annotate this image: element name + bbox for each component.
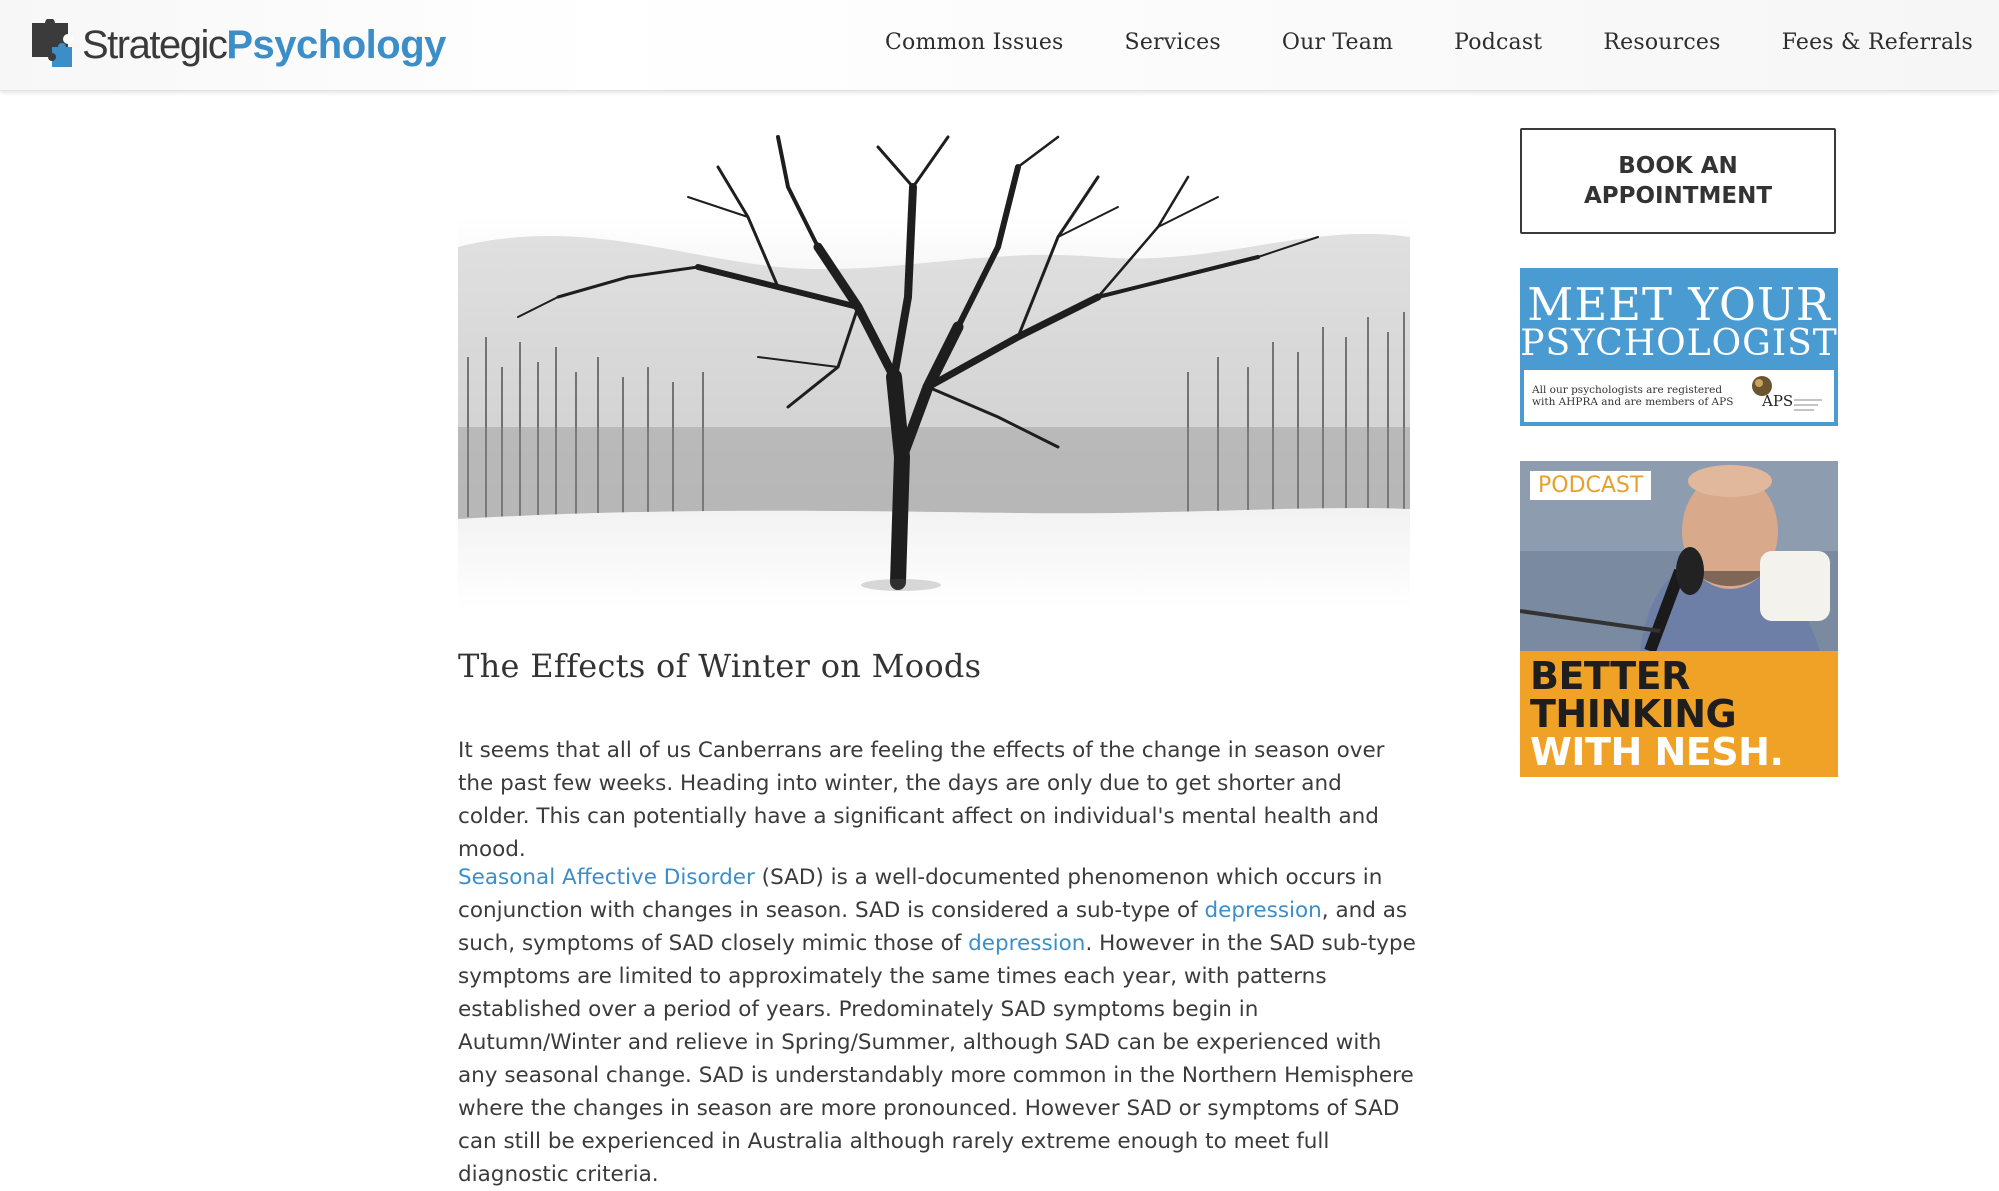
book-button-line-1: BOOK AN	[1618, 153, 1738, 179]
meet-banner-note	[1532, 384, 1752, 408]
article-paragraph-1: It seems that all of us Canberrans are feeling the effects of the change in season over the past few weeks. Heading into winter, the days are only due to get shorter and colder. This can potentially have a significant affect on individual's mental health and mood.	[458, 738, 1385, 862]
meet-note-line-1: All our psychologists are registered	[1532, 384, 1723, 396]
nav-common-issues[interactable]: Common Issues	[884, 30, 1064, 55]
logo-text-psychology: Psychology	[226, 22, 446, 67]
logo-text-strategic: Strategic	[82, 22, 227, 67]
article-title: The Effects of Winter on Moods	[458, 647, 982, 685]
podcast-title-line-3: WITH NESH.	[1530, 730, 1784, 774]
link-depression-1[interactable]: depression	[1204, 898, 1322, 923]
meet-banner-line-2: PSYCHOLOGIST	[1520, 323, 1838, 364]
nav-services[interactable]: Services	[1124, 30, 1221, 55]
nav-resources[interactable]: Resources	[1603, 30, 1721, 55]
podcast-tag-label: PODCAST	[1530, 471, 1651, 500]
aps-label: APS	[1762, 392, 1794, 410]
puzzle-logo-icon	[30, 19, 78, 71]
winter-tree-illustration	[458, 127, 1410, 609]
podcast-banner[interactable]	[1520, 461, 1838, 777]
main-nav	[824, 30, 1973, 55]
podcast-title-line-1: BETTER	[1530, 654, 1690, 698]
site-header	[0, 0, 1999, 91]
nav-fees-referrals[interactable]: Fees & Referrals	[1781, 30, 1973, 55]
article-paragraph-2	[458, 861, 1418, 1191]
podcast-title	[1530, 654, 1784, 774]
nav-our-team[interactable]: Our Team	[1281, 30, 1394, 55]
meet-note-line-2: with AHPRA and are members of APS	[1532, 396, 1734, 408]
paragraph-2-text-b: , and as such, symptoms of SAD closely mimic those of	[458, 898, 1408, 956]
nav-podcast[interactable]: Podcast	[1454, 30, 1543, 55]
paragraph-2-text-c: . However in the SAD sub-type symptoms are limited to approximately the same times each year, with patterns established over a period of years. Predominately SAD symptoms begin in Autumn/Winter and relieve in Spring/Summer, although SAD can be experienced with any seasonal change. SAD is understandably more common in the Northern Hemisphere where the changes in season are more pronounced. However SAD or symptoms of SAD can still be experienced in Australia although rarely extreme enough to meet full diagnostic criteria.	[458, 931, 1416, 1187]
link-depression-2[interactable]: depression	[968, 931, 1086, 956]
meet-banner-note-strip	[1524, 370, 1834, 422]
podcast-title-line-2: THINKING	[1530, 692, 1737, 736]
link-seasonal-affective-disorder[interactable]: Seasonal Affective Disorder	[458, 865, 755, 890]
aps-logo	[1748, 374, 1824, 418]
book-appointment-button[interactable]	[1520, 128, 1836, 234]
book-button-line-2: APPOINTMENT	[1583, 183, 1773, 209]
meet-your-psychologist-banner[interactable]	[1520, 268, 1838, 426]
podcast-title-block	[1520, 651, 1838, 777]
site-logo[interactable]	[30, 18, 446, 72]
meet-banner-line-1: MEET YOUR	[1527, 278, 1831, 331]
paragraph-2-text-a: (SAD) is a well-documented phenomenon which occurs in conjunction with changes in season. SAD is considered a sub-type of	[458, 865, 1383, 923]
hero-image-winter-tree	[458, 127, 1410, 609]
